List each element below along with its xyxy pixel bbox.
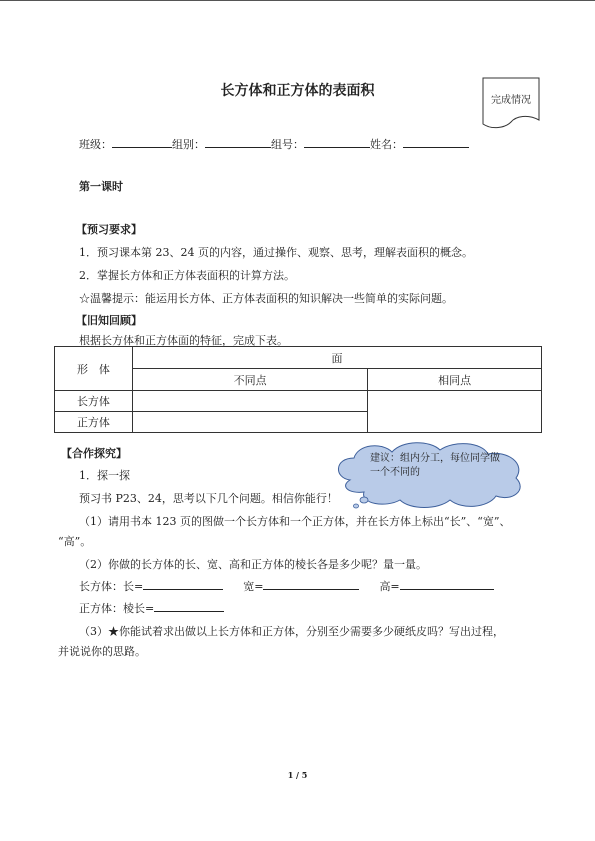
group-field[interactable]: [205, 137, 271, 148]
cube-edge-field[interactable]: [154, 601, 224, 612]
preview-heading: 【预习要求】: [76, 223, 142, 236]
header-differences: 不同点: [132, 369, 367, 391]
class-field[interactable]: [112, 137, 172, 148]
page-title: 长方体和正方体的表面积: [220, 83, 375, 99]
explore-heading: 【合作探究】: [61, 447, 127, 460]
explore-intro: 预习书 P23、24，思考以下几个问题。相信你能行！: [79, 492, 338, 505]
review-heading: 【旧知回顾】: [76, 314, 142, 327]
student-info-line: [79, 136, 469, 152]
cube-edge-label: 正方体：棱长=: [79, 602, 155, 615]
header-face: 面: [132, 347, 541, 369]
preview-item: 1．预习课本第 23、24 页的内容，通过操作、观察、思考，理解表面积的概念。: [79, 246, 473, 259]
question-1-line-1: （1）请用书本 123 页的图做一个长方体和一个正方体，并在长方体上标出“长”、“宽”、: [79, 515, 511, 528]
question-3-line-1: （3）★你能试着求出做以上长方体和正方体，分别至少需要多少硬纸皮吗？写出过程，: [79, 625, 504, 638]
cuboid-measure-line: [79, 578, 494, 594]
suggestion-cloud-text: 建议：组内分工，每位同学做一个不同的: [370, 453, 500, 478]
similarities-cell[interactable]: [368, 391, 542, 433]
group-label: 组别：: [172, 138, 205, 151]
cuboid-length-label: 长方体：长=: [79, 580, 144, 593]
preview-item: 2．掌握长方体和正方体表面积的计算方法。: [79, 269, 295, 282]
name-field[interactable]: [403, 137, 469, 148]
cuboid-length-field[interactable]: [143, 579, 223, 590]
cuboid-height-label: 高=: [379, 580, 400, 593]
row-label-cube: 正方体: [55, 412, 133, 433]
completion-badge-label: 完成情况: [491, 95, 531, 106]
name-label: 姓名：: [370, 138, 403, 151]
question-3-line-2: 并说说你的思路。: [58, 645, 146, 658]
cuboid-height-field[interactable]: [400, 579, 494, 590]
cuboid-differences-cell[interactable]: [132, 391, 367, 412]
class-label: 班级：: [79, 138, 112, 151]
preview-tip: ☆温馨提示：能运用长方体、正方体表面积的知识解决一些简单的实际问题。: [79, 292, 453, 305]
top-rule: [0, 0, 595, 1]
lesson-heading: 第一课时: [79, 180, 123, 193]
explore-subheading: 1．探一探: [79, 469, 130, 482]
cuboid-width-field[interactable]: [263, 579, 359, 590]
group-number-label: 组号：: [271, 138, 304, 151]
row-label-cuboid: 长方体: [55, 391, 133, 412]
cuboid-width-label: 宽=: [243, 580, 264, 593]
cube-differences-cell[interactable]: [132, 412, 367, 433]
header-similarities: 相同点: [368, 369, 542, 391]
question-1-line-2: “高”。: [58, 535, 92, 548]
page-number: 1 / 5: [287, 770, 308, 780]
review-intro: 根据长方体和正方体面的特征，完成下表。: [79, 334, 288, 347]
comparison-table: [54, 346, 542, 433]
group-number-field[interactable]: [304, 137, 370, 148]
cube-measure-line: [79, 600, 224, 616]
question-2: （2）你做的长方体的长、宽、高和正方体的棱长各是多少呢？量一量。: [79, 558, 427, 571]
header-shape: 形 体: [55, 347, 133, 391]
